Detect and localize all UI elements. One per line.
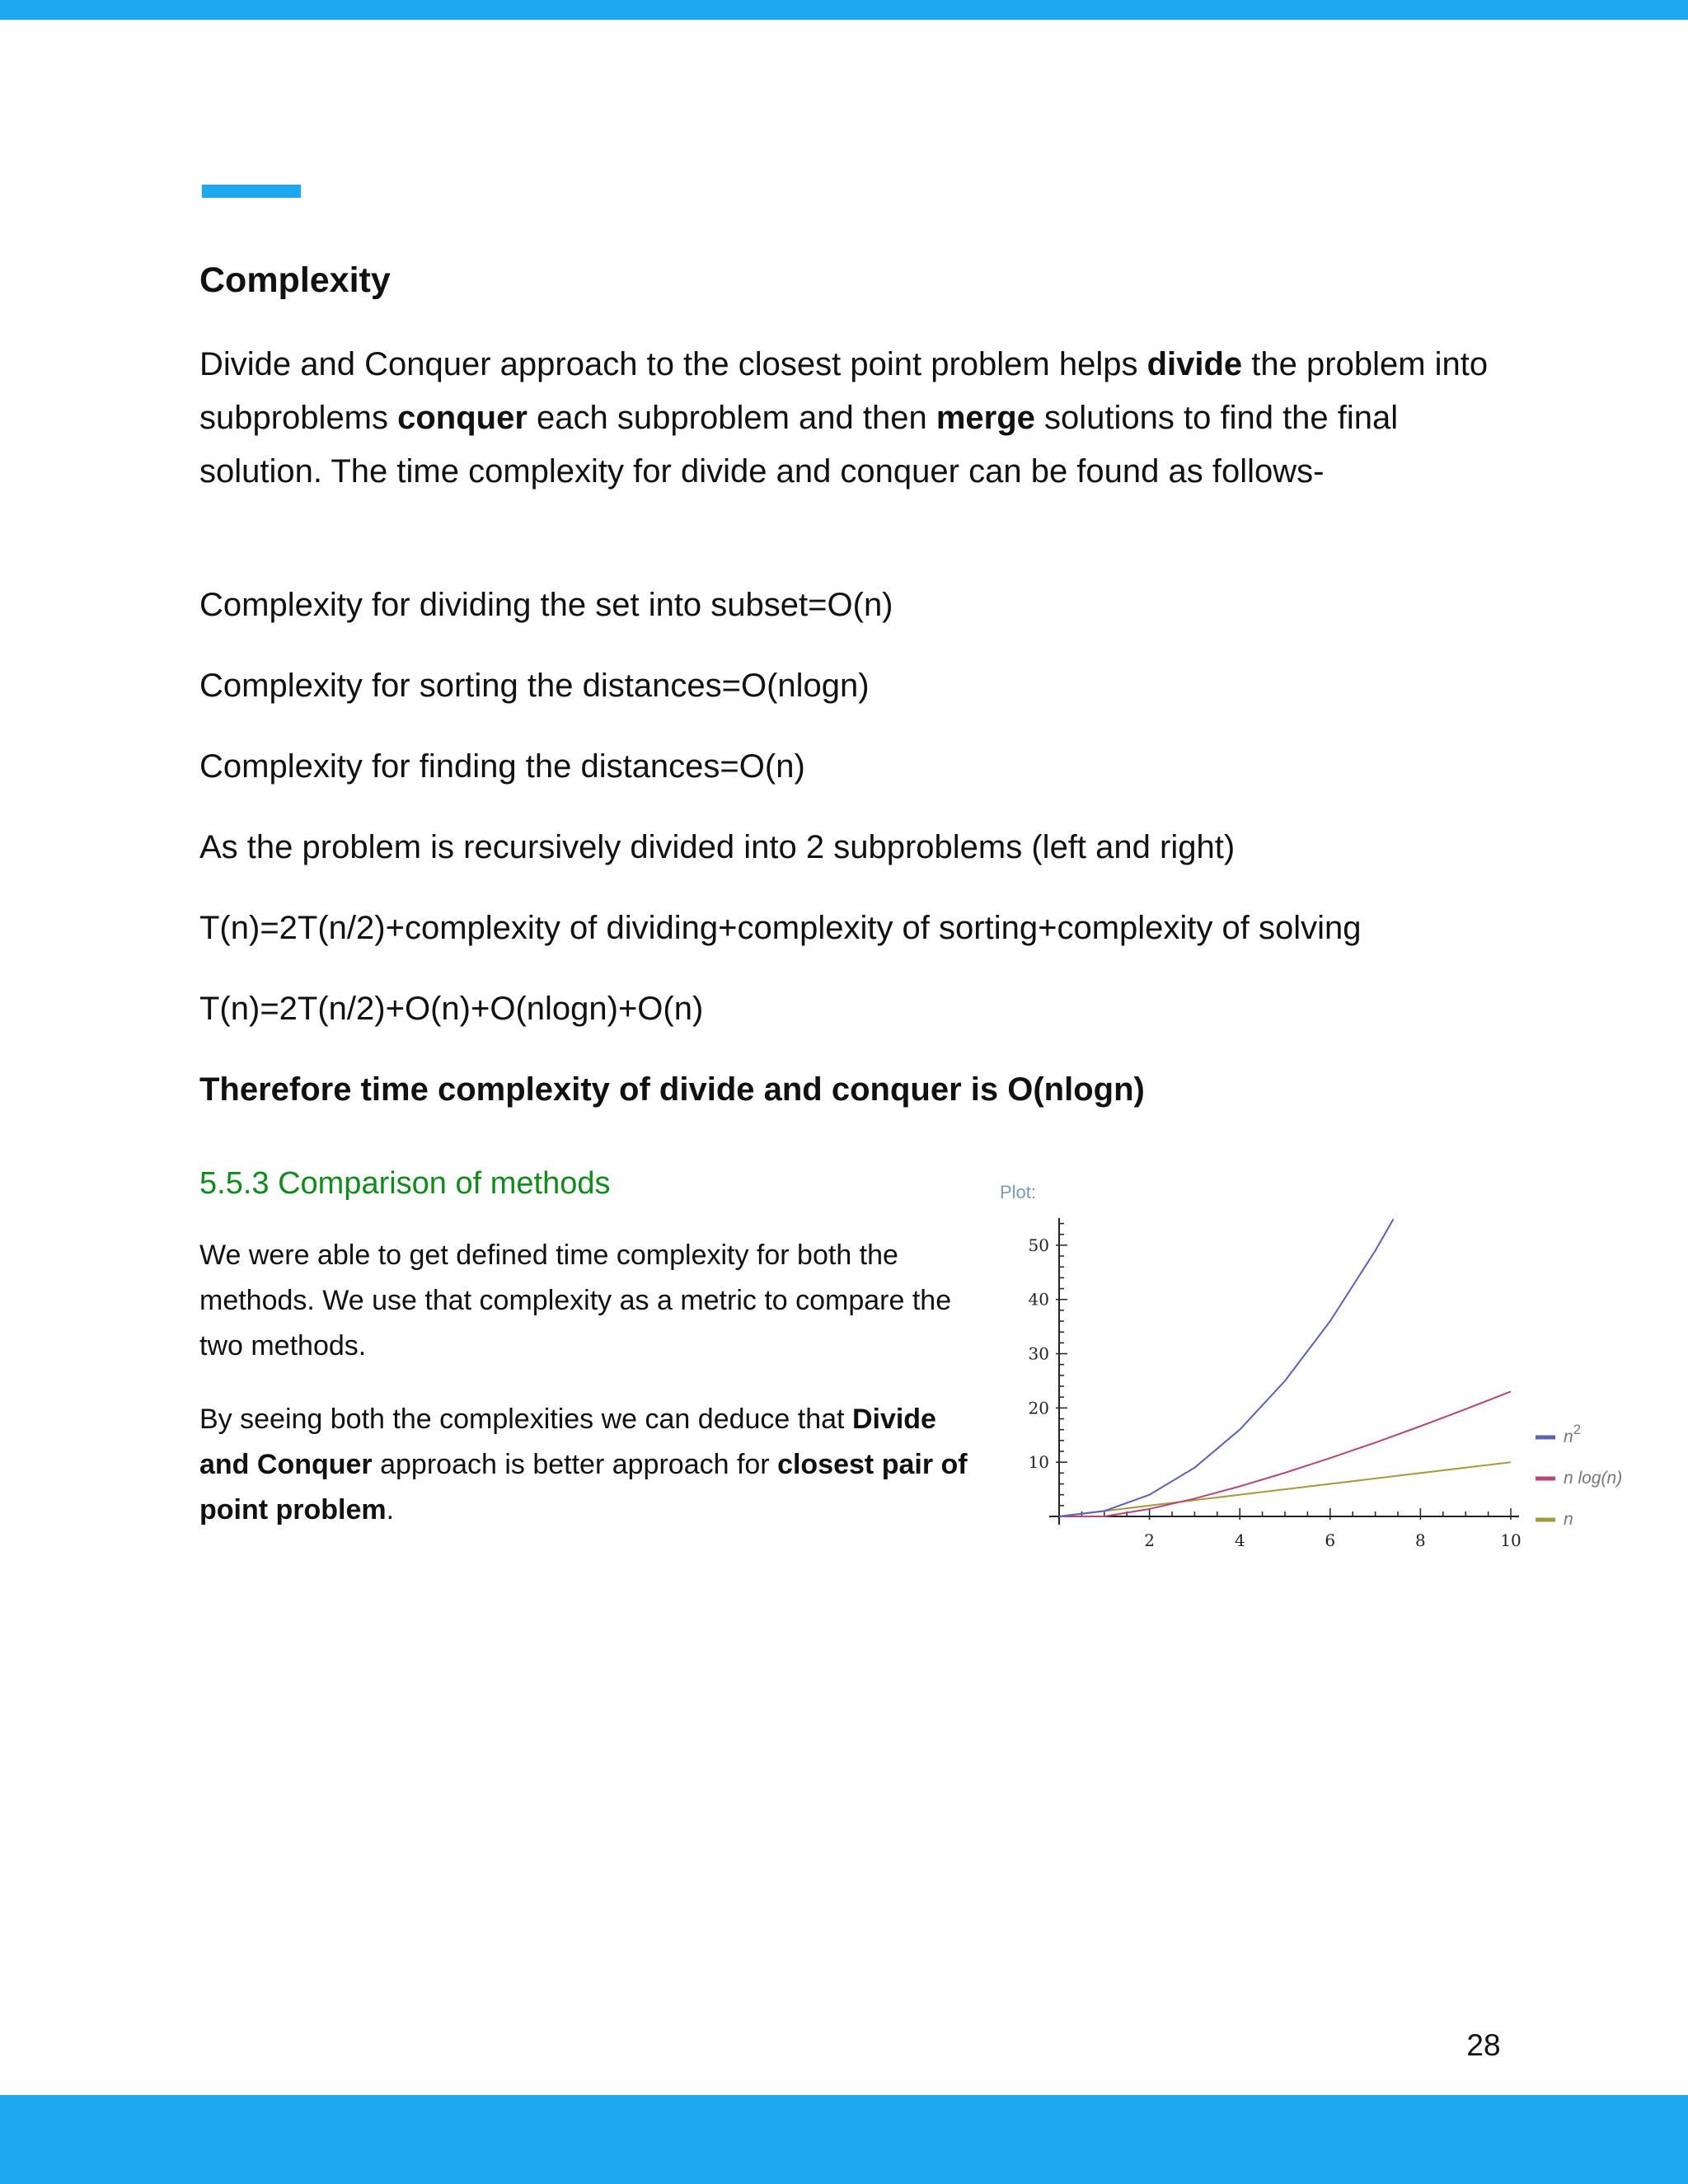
- page-number: 28: [1466, 2028, 1501, 2062]
- series-line-1: [1059, 1391, 1511, 1516]
- legend-label-2: n: [1564, 1510, 1573, 1529]
- plot-title: Plot:: [1000, 1182, 1037, 1202]
- top-banner: [0, 0, 1688, 20]
- x-tick-label-6: 6: [1325, 1530, 1336, 1550]
- x-tick-label-4: 4: [1234, 1530, 1245, 1550]
- y-tick-label-20: 20: [1028, 1398, 1049, 1418]
- p2-text-1: By seeing both the complexities we can deduce that: [199, 1404, 852, 1435]
- finding-complexity-line: Complexity for finding the distances=O(n): [199, 748, 805, 785]
- accent-dash: [202, 185, 301, 198]
- recursive-division-line: As the problem is recursively divided into 2 subproblems (left and right): [199, 829, 1236, 865]
- intro-text-1: Divide and Conquer approach to the closest point problem helps: [199, 346, 1147, 382]
- p2-text-3: .: [386, 1494, 395, 1526]
- comparison-paragraph-1: We were able to get defined time complexity for both the methods. We use that complexity as a metric to compare the two methods.: [199, 1240, 952, 1361]
- y-tick-label-10: 10: [1028, 1452, 1049, 1473]
- comparison-paragraph-2: [199, 1397, 974, 1533]
- x-tick-label-10: 10: [1500, 1530, 1522, 1550]
- conclusion-line: Therefore time complexity of divide and conquer is O(nlogn): [199, 1071, 1145, 1108]
- intro-text-2: the problem into subproblems: [199, 346, 1489, 436]
- intro-text-3: each subproblem and then: [527, 400, 936, 436]
- intro-bold-divide: divide: [1146, 346, 1243, 382]
- dividing-complexity-line: Complexity for dividing the set into subset=O(n): [199, 587, 893, 623]
- bottom-banner: [0, 2095, 1688, 2184]
- sorting-complexity-line: Complexity for sorting the distances=O(nlogn): [199, 668, 870, 704]
- complexity-heading: Complexity: [199, 260, 391, 300]
- intro-bold-conquer: conquer: [397, 400, 528, 436]
- intro-text-4: solutions to find the final solution. The time complexity for divide and conquer can be found as follows-: [199, 400, 1399, 490]
- section-title: 5.5.3 Comparison of methods: [199, 1166, 611, 1201]
- recurrence-terms-line: T(n)=2T(n/2)+O(n)+O(nlogn)+O(n): [199, 991, 704, 1027]
- series-line-2: [1059, 1462, 1511, 1516]
- y-tick-label-50: 50: [1028, 1235, 1049, 1255]
- complexity-plot: [985, 1180, 1653, 1551]
- p2-bold-divide-and-conquer: Divide and Conquer: [199, 1404, 936, 1480]
- intro-paragraph: [199, 338, 1502, 499]
- recurrence-words-line: T(n)=2T(n/2)+complexity of dividing+complexity of sorting+complexity of solving: [199, 910, 1362, 946]
- legend-label-0: $n^2$: [1564, 1422, 1582, 1446]
- p2-bold-closest-pair: closest pair of point problem: [199, 1449, 968, 1526]
- x-tick-label-2: 2: [1144, 1530, 1155, 1550]
- series-line-0: [1059, 1219, 1394, 1516]
- plot-svg: [985, 1180, 1653, 1551]
- y-tick-label-30: 30: [1028, 1343, 1049, 1364]
- x-tick-label-8: 8: [1415, 1530, 1426, 1550]
- y-tick-label-40: 40: [1028, 1289, 1049, 1310]
- legend-label-1: n log(n): [1564, 1469, 1623, 1488]
- intro-bold-merge: merge: [935, 400, 1035, 436]
- p2-text-2: approach is better approach for: [372, 1449, 778, 1480]
